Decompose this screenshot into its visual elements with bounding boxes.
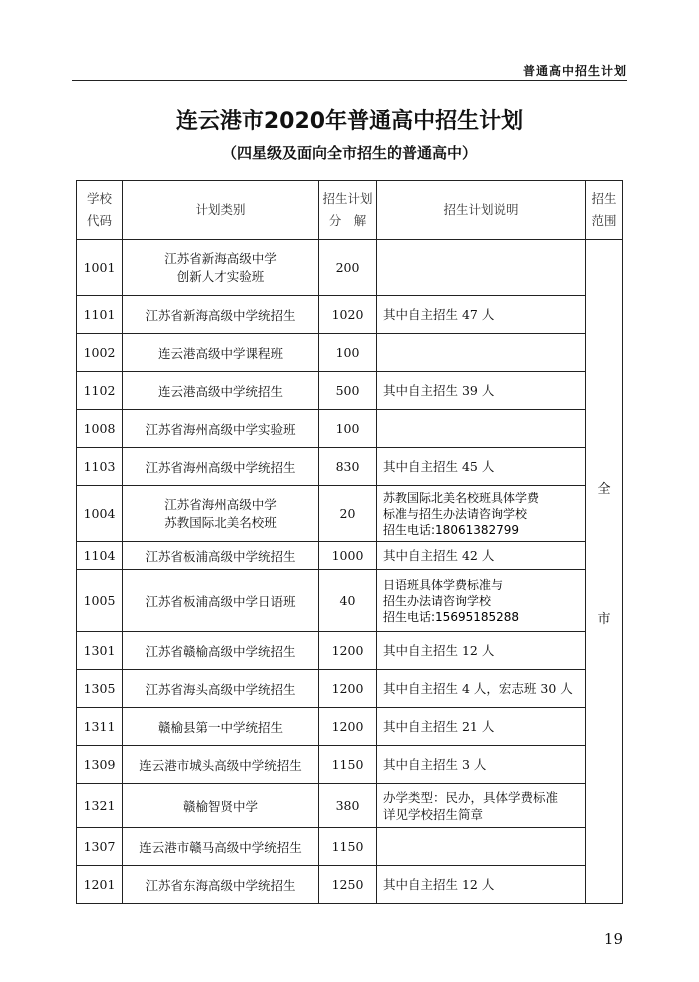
- plan-note: 其中自主招生 12 人: [377, 866, 586, 904]
- plan-note-line: 标准与招生办法请咨询学校: [383, 506, 528, 521]
- school-code: 1305: [77, 670, 123, 708]
- plan-count: 1150: [319, 746, 377, 784]
- table-row: [77, 632, 623, 670]
- school-code: 1309: [77, 746, 123, 784]
- school-code: 1307: [77, 828, 123, 866]
- header-count-line2: 分 解: [328, 213, 367, 228]
- plan-count: 830: [319, 448, 377, 486]
- plan-category: 赣榆智贤中学: [123, 784, 319, 828]
- plan-note: [377, 240, 586, 296]
- page-subtitle: （四星级及面向全市招生的普通高中）: [221, 144, 477, 162]
- school-code: 1001: [77, 240, 123, 296]
- plan-category: 连云港市城头高级中学统招生: [123, 746, 319, 784]
- plan-category-line: 江苏省海州高级中学: [164, 496, 277, 512]
- plan-category-line: 创新人才实验班: [176, 268, 265, 284]
- table-row: [77, 542, 623, 570]
- table-row: [77, 372, 623, 410]
- plan-note: [377, 828, 586, 866]
- plan-note: 其中自主招生 21 人: [377, 708, 586, 746]
- enrollment-plan-table: [76, 180, 623, 904]
- scope-char-quan: 全: [597, 482, 611, 497]
- plan-category: 连云港市赣马高级中学统招生: [123, 828, 319, 866]
- plan-note: 其中自主招生 12 人: [377, 632, 586, 670]
- plan-note-line: 招生办法请咨询学校: [383, 593, 492, 608]
- plan-note: [377, 410, 586, 448]
- table-row: [77, 570, 623, 632]
- school-code: 1311: [77, 708, 123, 746]
- plan-category: 江苏省东海高级中学统招生: [123, 866, 319, 904]
- table-row: [77, 296, 623, 334]
- table-row: [77, 410, 623, 448]
- page-number: 19: [603, 930, 623, 948]
- plan-note: 其中自主招生 4 人，宏志班 30 人: [377, 670, 586, 708]
- plan-count: 1020: [319, 296, 377, 334]
- plan-count: 40: [319, 570, 377, 632]
- school-code: 1004: [77, 486, 123, 542]
- plan-count: 1200: [319, 632, 377, 670]
- plan-count: 500: [319, 372, 377, 410]
- table-row: [77, 784, 623, 828]
- plan-note-line: 日语班具体学费标准与: [383, 577, 504, 592]
- school-code: 1101: [77, 296, 123, 334]
- table-row: [77, 486, 623, 542]
- section-header-label: 普通高中招生计划: [522, 64, 627, 78]
- plan-note-highlight: [377, 486, 586, 542]
- table-row: [77, 670, 623, 708]
- plan-count: 20: [319, 486, 377, 542]
- table-row: [77, 448, 623, 486]
- school-code: 1104: [77, 542, 123, 570]
- plan-note: [377, 334, 586, 372]
- plan-category: 连云港高级中学课程班: [123, 334, 319, 372]
- plan-note-phone: 招生电话:18061382799: [383, 522, 520, 537]
- table-row: [77, 240, 623, 296]
- school-code: 1103: [77, 448, 123, 486]
- table-row: [77, 866, 623, 904]
- plan-note: [377, 784, 586, 828]
- table-header-row: [77, 181, 623, 240]
- plan-count: 200: [319, 240, 377, 296]
- header-count-line1: 招生计划: [322, 191, 373, 206]
- school-code: 1201: [77, 866, 123, 904]
- plan-count: 1250: [319, 866, 377, 904]
- plan-category: 连云港高级中学统招生: [123, 372, 319, 410]
- table-row: [77, 828, 623, 866]
- plan-note-line: 详见学校招生简章: [383, 806, 484, 822]
- header-plan-category: 计划类别: [123, 181, 319, 240]
- plan-category: 江苏省海州高级中学统招生: [123, 448, 319, 486]
- plan-note: 其中自主招生 39 人: [377, 372, 586, 410]
- plan-note: 其中自主招生 45 人: [377, 448, 586, 486]
- plan-count: 100: [319, 410, 377, 448]
- plan-note-line: 苏教国际北美名校班具体学费: [383, 490, 540, 505]
- table-row: [77, 746, 623, 784]
- header-school-code: [77, 181, 123, 240]
- plan-category: 江苏省板浦高级中学日语班: [123, 570, 319, 632]
- school-code: 1005: [77, 570, 123, 632]
- header-rule: [72, 80, 627, 81]
- plan-category: [123, 486, 319, 542]
- plan-category: [123, 240, 319, 296]
- header-plan-note: 招生计划说明: [377, 181, 586, 240]
- plan-category: 江苏省新海高级中学统招生: [123, 296, 319, 334]
- plan-count: 1200: [319, 708, 377, 746]
- school-code: 1002: [77, 334, 123, 372]
- plan-count: 100: [319, 334, 377, 372]
- plan-note: 其中自主招生 42 人: [377, 542, 586, 570]
- plan-category: 江苏省赣榆高级中学统招生: [123, 632, 319, 670]
- header-plan-count: [319, 181, 377, 240]
- plan-note: 其中自主招生 47 人: [377, 296, 586, 334]
- school-code: 1008: [77, 410, 123, 448]
- plan-count: 380: [319, 784, 377, 828]
- header-scope: [586, 181, 623, 240]
- plan-category: 江苏省板浦高级中学统招生: [123, 542, 319, 570]
- plan-category-line: 苏教国际北美名校班: [164, 514, 277, 530]
- plan-count: 1000: [319, 542, 377, 570]
- school-code: 1321: [77, 784, 123, 828]
- scope-char-shi: 市: [597, 612, 611, 627]
- plan-note-line: 办学类型：民办，具体学费标准: [383, 789, 559, 805]
- header-scope-line2: 范围: [591, 213, 617, 228]
- header-code-line2: 代码: [86, 213, 112, 228]
- header-scope-line1: 招生: [591, 191, 617, 206]
- plan-category: 江苏省海州高级中学实验班: [123, 410, 319, 448]
- page-title: 连云港市2020年普通高中招生计划: [175, 109, 524, 134]
- plan-category: 江苏省海头高级中学统招生: [123, 670, 319, 708]
- plan-count: 1200: [319, 670, 377, 708]
- plan-count: 1150: [319, 828, 377, 866]
- plan-note-highlight: [377, 570, 586, 632]
- plan-note-phone: 招生电话:15695185288: [383, 609, 520, 624]
- header-code-line1: 学校: [86, 191, 112, 206]
- scope-cell: [586, 240, 623, 904]
- plan-category: 赣榆县第一中学统招生: [123, 708, 319, 746]
- school-code: 1301: [77, 632, 123, 670]
- school-code: 1102: [77, 372, 123, 410]
- plan-note: 其中自主招生 3 人: [377, 746, 586, 784]
- table-row: [77, 708, 623, 746]
- table-row: [77, 334, 623, 372]
- plan-category-line: 江苏省新海高级中学: [164, 250, 277, 266]
